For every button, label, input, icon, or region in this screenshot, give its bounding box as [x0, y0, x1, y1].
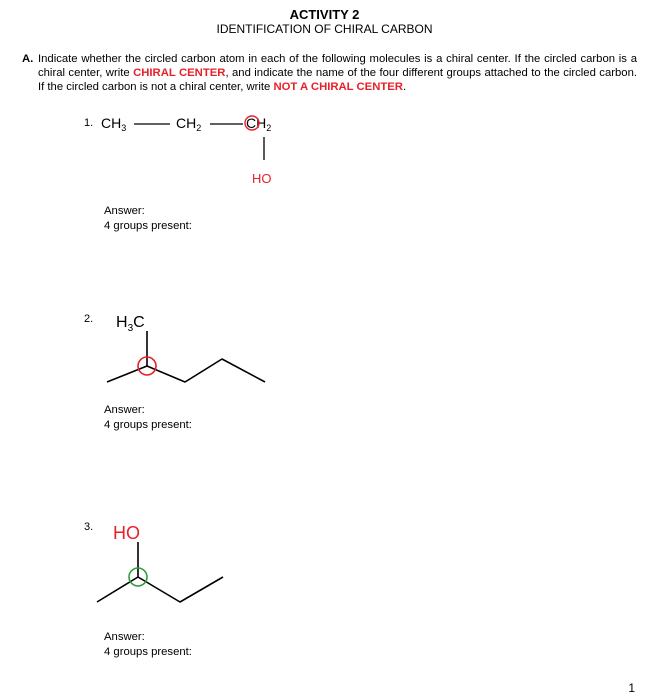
hydroxyl-label-3: HO	[113, 523, 140, 543]
section-label: A.	[22, 53, 34, 65]
page-number: 1	[628, 681, 635, 695]
h3c-label: $H_3C$	[116, 314, 145, 334]
molecule-3-number: 3.	[84, 521, 94, 533]
not-chiral-center-keyword: NOT A CHIRAL CENTER	[273, 81, 403, 94]
ch2-label-a: $CH_2$	[176, 115, 202, 133]
instructions-text-2: , and indicate the name of the four different groups attached to the circled carbon. If the circled carbon is not a chiral center, write	[38, 67, 637, 94]
groups-present-label: 4 groups present:	[104, 219, 192, 232]
molecule-2	[107, 314, 265, 382]
answer-block-3	[104, 630, 192, 659]
activity-subtitle: IDENTIFICATION OF CHIRAL CARBON	[216, 22, 433, 36]
groups-present-label: 4 groups present:	[104, 418, 192, 431]
molecule-2-number: 2.	[84, 313, 94, 325]
molecule-1-number: 1.	[84, 117, 94, 129]
carbon-chain-2	[107, 359, 265, 382]
hydroxyl-label-1: HO	[252, 171, 272, 186]
answer-block-1	[104, 204, 192, 233]
groups-present-label: 4 groups present:	[104, 645, 192, 658]
answer-block-2	[104, 403, 192, 432]
carbon-chain-3	[97, 577, 223, 602]
ch2-label-b: $CH_2$	[246, 115, 272, 133]
instructions-text-3: .	[402, 81, 407, 94]
activity-title: ACTIVITY 2	[289, 7, 360, 22]
chiral-center-keyword: CHIRAL CENTER	[133, 67, 226, 80]
answer-label: Answer:	[104, 631, 145, 643]
answer-label: Answer:	[104, 205, 145, 217]
ch3-label: $CH_3$	[101, 115, 127, 133]
instructions-text-1: Indicate whether the circled carbon atom in each of the following molecules is a chiral center. If the circled carbon is a chiral center, write	[38, 53, 637, 80]
molecule-3	[97, 523, 223, 602]
molecule-1	[101, 115, 272, 186]
answer-label: Answer:	[104, 404, 145, 416]
